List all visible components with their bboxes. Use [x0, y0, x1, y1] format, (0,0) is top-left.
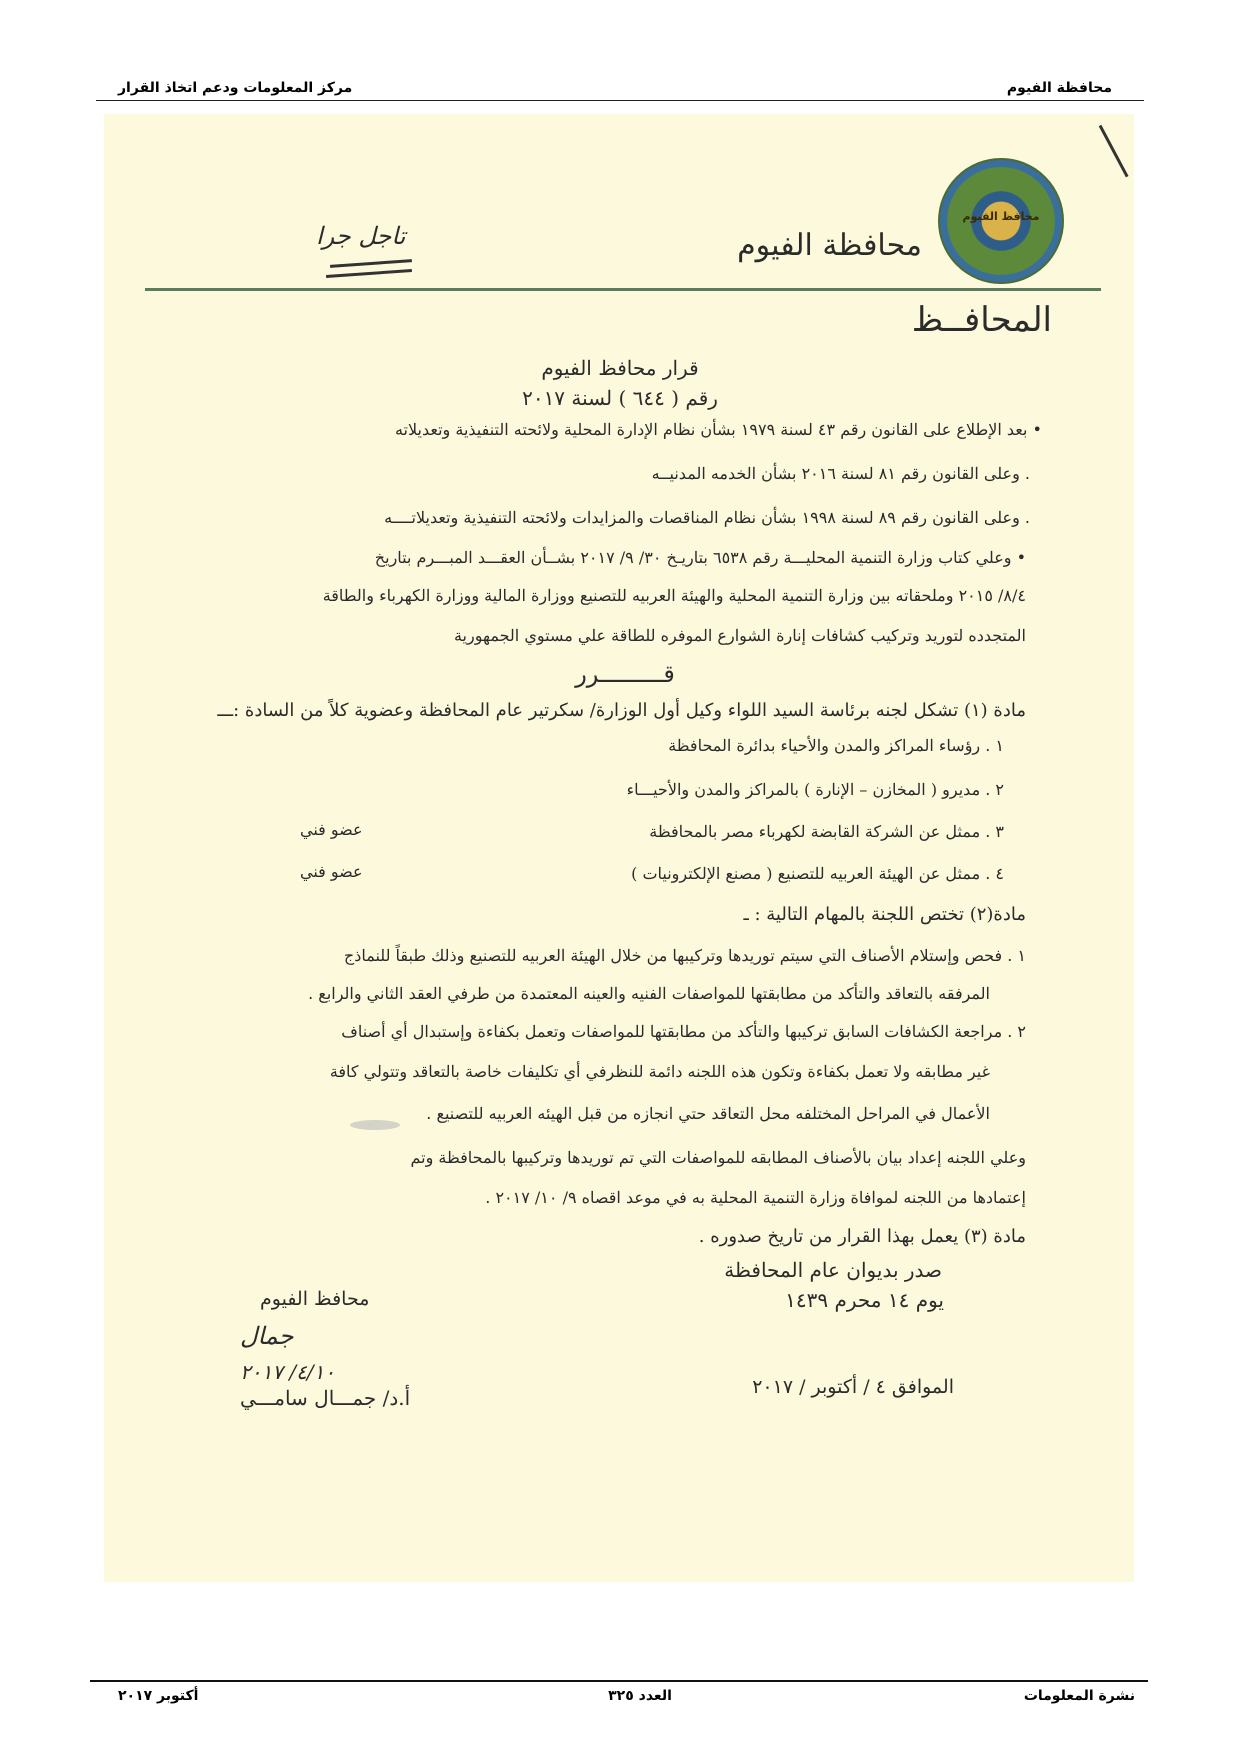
article-1-item: ٣ . ممثل عن الشركة القابضة لكهرباء مصر بالمحافظة: [649, 822, 1004, 841]
article-1-item: ٢ . مديرو ( المخازن – الإنارة ) بالمراكز والمدن والأحيـــاء: [626, 780, 1004, 799]
article-2-line: المرفقه بالتعاقد والتأكد من مطابقتها للمواصفات الفنيه والعينه المعتمدة من طرفي العقد الثاني والرابع .: [308, 984, 990, 1003]
signatory-name: أ.د/ جمـــال سامـــي: [240, 1386, 411, 1410]
ink-smudge: [350, 1120, 400, 1130]
signatory-title: محافظ الفيوم: [260, 1288, 370, 1310]
article-1-item: ١ . رؤساء المراكز والمدن والأحياء بدائرة المحافظة: [668, 736, 1004, 755]
article-2-line: وعلي اللجنه إعداد بيان بالأصناف المطابقه للمواصفات التي تم توريدها وتركيبها بالمحافظة وتم: [410, 1148, 1026, 1167]
article-2-heading: مادة(٢) تختص اللجنة بالمهام التالية : ـ: [743, 904, 1026, 925]
header-center-name: مركز المعلومات ودعم اتخاذ القرار: [118, 80, 353, 96]
issued-gregorian-date: الموافق ٤ / أكتوبر / ٢٠١٧: [752, 1376, 954, 1398]
footer-date: أكتوبر ٢٠١٧: [118, 1688, 199, 1704]
handwritten-note: تاجل جرا: [316, 222, 406, 250]
article-2-line: ١ . فحص وإستلام الأصناف التي سيتم توريدها وتركيبها من خلال الهيئة العربيه للتصنيع وذلك طبقاً للنماذج: [343, 946, 1026, 965]
decree-heading: قـــــــــرر: [575, 660, 675, 688]
preamble-line: المتجدده لتوريد وتركيب كشافات إنارة الشوارع الموفره للطاقة علي مستوي الجمهورية: [453, 626, 1026, 645]
article-1-heading: مادة (١) تشكل لجنه برئاسة السيد اللواء وكيل أول الوزارة/ سكرتير عام المحافظة وعضوية كلاً من السادة :ـــ: [217, 700, 1026, 721]
member-role: عضو فني: [300, 820, 363, 839]
header-divider: [96, 100, 1144, 101]
article-2-line: الأعمال في المراحل المختلفه محل التعاقد حتي انجازه من قبل الهيئه العربيه للتصنيع .: [426, 1104, 990, 1123]
footer-issue-number: العدد ٣٢٥: [608, 1688, 672, 1704]
preamble-line: . وعلى القانون رقم ٨١ لسنة ٢٠١٦ بشأن الخدمه المدنيــه: [651, 464, 1030, 483]
seal-label: محافظ الفيوم: [962, 210, 1040, 223]
preamble-line: ٨/٤/ ٢٠١٥ وملحقاته بين وزارة التنمية المحلية والهيئة العربيه للتصنيع ووزارة المالية ووزارة الكهرباء والطاقة: [322, 586, 1026, 605]
header-publisher: محافظة الفيوم: [1006, 80, 1112, 96]
footer-publication: نشرة المعلومات: [1023, 1688, 1135, 1704]
preamble-line: . وعلى القانون رقم ٨٩ لسنة ١٩٩٨ بشأن نظام المناقصات والمزايدات ولائحته التنفيذية وتعديلاتــــه: [384, 508, 1030, 527]
office-title: المحافــظ: [911, 300, 1052, 340]
article-1-item: ٤ . ممثل عن الهيئة العربيه للتصنيع ( مصنع الإلكترونيات ): [631, 864, 1004, 883]
preamble-line: • وعلي كتاب وزارة التنمية المحليـــة رقم ٦٥٣٨ بتاريـخ ٣٠/ ٩/ ٢٠١٧ بشــأن العقـــد المبـــرم بتاريخ: [374, 548, 1026, 567]
issued-hijri-date: يوم ١٤ محرم ١٤٣٩: [785, 1288, 944, 1312]
footer-divider: [90, 1680, 1148, 1682]
article-2-line: غير مطابقه ولا تعمل بكفاءة وتكون هذه اللجنه دائمة للنظرفي أي تكليفات خاصة بالتعاقد وتتولي كافة: [329, 1062, 990, 1081]
preamble-line: • بعد الإطلاع على القانون رقم ٤٣ لسنة ١٩٧٩ بشأن نظام الإدارة المحلية ولائحته التنفيذية وتعديلاته: [394, 420, 1042, 439]
decree-title: قرار محافظ الفيوم: [541, 356, 699, 380]
governorate-name: محافظة الفيوم: [737, 228, 922, 263]
decree-number: رقم ( ٦٤٤ ) لسنة ٢٠١٧: [522, 386, 718, 410]
governorate-seal-icon: [938, 158, 1064, 284]
letterhead-rule: [145, 288, 1101, 291]
issued-place: صدر بديوان عام المحافظة: [724, 1258, 942, 1282]
article-2-line: ٢ . مراجعة الكشافات السابق تركيبها والتأكد من مطابقتها للمواصفات وتعمل بكفاءة وإستبدال أي أصناف: [341, 1022, 1026, 1041]
handwritten-signature: جمال: [240, 1322, 294, 1350]
member-role: عضو فني: [300, 862, 363, 881]
article-3: مادة (٣) يعمل بهذا القرار من تاريخ صدوره .: [698, 1226, 1026, 1247]
article-2-line: إعتمادها من اللجنه لموافاة وزارة التنمية المحلية به في موعد اقصاه ٩/ ١٠/ ٢٠١٧ .: [485, 1188, 1026, 1207]
signature-date: ٤/١٠/ ٢٠١٧: [240, 1360, 336, 1384]
